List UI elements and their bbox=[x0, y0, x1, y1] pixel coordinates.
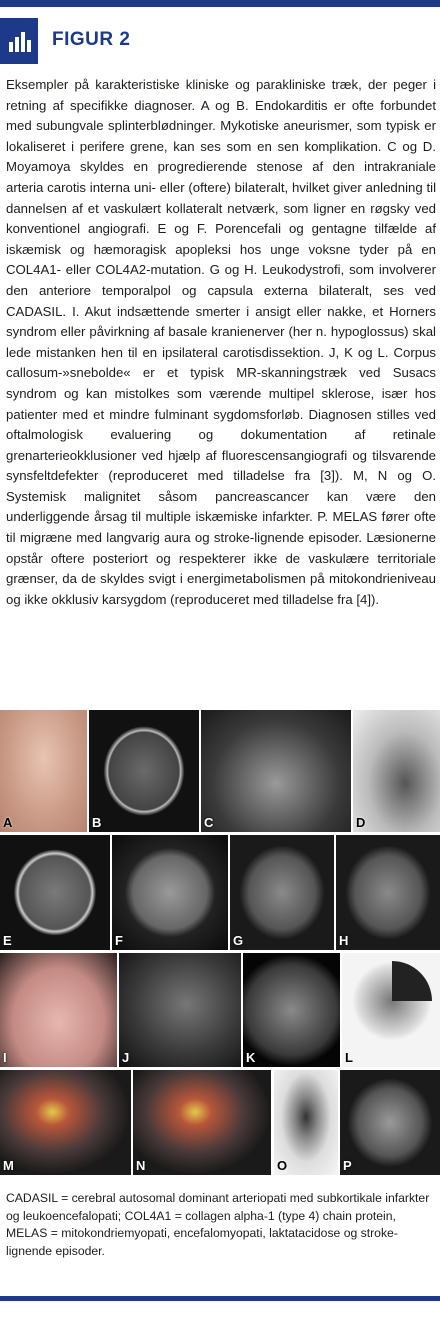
panel-label: M bbox=[3, 1158, 14, 1173]
figure-description: Eksempler på karakteristiske kliniske og parakliniske træk, der peger i retning af specifikke diagnoser. A og B. Endokarditis er ofte forbundet med subungvale splinterblødninger. Mykotiske aneurismer, som typisk er lokaliseret i perifere grene, kan ses som en sen komplikation. C og D. Moyamoya skyldes en progredierende stenose af den intrakraniale arteria carotis interna uni- eller (oftere) bilateralt, hvilket giver anledning til dannelsen af et vaskulært kollateralt netværk, som ligner en røgsky ved konventionel angiografi. E og F. Porencefali og gentagne tilfælde af iskæmisk og hæmoragisk apopleksi hos unge voksne tyder på en COL4A1- eller COL4A2-mutation. G og H. Leukodystrofi, som involverer den anteriore temporalpol og capsula externa bilateralt, ses ved CADASIL. I. Akut indsættende smerter i ansigt eller nakke, et Horners syndrom eller påvirkning af basale kranienerver (her n. hypoglossus) skal lede mistanken hen til en ipsilateral carotisdissektion. J, K og L. Corpus callosum-»snebolde« er et typisk MR-skanningstræk ved Susacs syndrom og kan mistolkes som værende multipel sklerose, især hos patienter med et mindre fulminant sygdomsforløb. Diagnosen stilles ved oftalmologisk evaluering og dokumentation af retinale grenarterieokklusioner ved hjælp af fluorescensangiografi og tilsvarende synsfeltdefekter (reproduceret med tilladelse fra [3]). M, N og O. Systemisk malignitet såsom pancreascancer kan være den underliggende årsag til multiple iskæmiske infarkter. P. MELAS fører ofte til migræne med langvarig aura og stroke-lignende episoder. Læsionerne opstår oftere posteriort og respekterer ikke de vaskulære territoriale grænser, da de skyldes svigt i energimetabolismen på mitokondrieniveau og ikke okklusiv karsygdom (reproduceret med tilladelse fra [4]). bbox=[6, 77, 436, 607]
panel-j-mri bbox=[119, 953, 241, 1067]
panel-label: C bbox=[204, 815, 214, 830]
panel-label: L bbox=[345, 1050, 353, 1065]
abbreviations-caption: CADASIL = cerebral autosomal dominant arteriopati med subkortikale infarkter og leukoencefalopati; COL4A1 = collagen alpha-1 (type 4) chain protein, MELAS = mitokondriemyopati, encefalomyopati, laktatacidose og stroke-lignende episoder. bbox=[6, 1191, 430, 1258]
panel-label: N bbox=[136, 1158, 146, 1173]
panel-a-fingernail bbox=[0, 710, 87, 832]
panel-p-mri bbox=[340, 1070, 440, 1175]
panel-label: O bbox=[277, 1158, 288, 1173]
panel-l-visual-field bbox=[342, 953, 440, 1067]
panel-b-ct bbox=[89, 710, 199, 832]
figure-title: FIGUR 2 bbox=[52, 29, 131, 50]
top-rule bbox=[0, 0, 440, 7]
panel-label: B bbox=[92, 815, 102, 830]
panel-label: A bbox=[3, 815, 13, 830]
panel-label: J bbox=[122, 1050, 130, 1065]
bar-chart-icon bbox=[0, 18, 38, 64]
panel-label: E bbox=[3, 933, 12, 948]
panel-i-tongue bbox=[0, 953, 117, 1067]
panel-c-angiography bbox=[201, 710, 351, 832]
panel-label: I bbox=[3, 1050, 7, 1065]
panel-n-pet-ct bbox=[133, 1070, 271, 1175]
panel-o-pet bbox=[274, 1070, 338, 1175]
panel-label: G bbox=[233, 933, 244, 948]
panel-label: K bbox=[246, 1050, 256, 1065]
panel-m-pet-ct bbox=[0, 1070, 131, 1175]
panel-label: F bbox=[115, 933, 123, 948]
panel-label: D bbox=[356, 815, 366, 830]
panel-k-fluorescein bbox=[243, 953, 340, 1067]
figure-header bbox=[0, 18, 440, 66]
panel-label: H bbox=[339, 933, 349, 948]
panel-label: P bbox=[343, 1158, 352, 1173]
panel-g-mri bbox=[230, 835, 334, 950]
panel-h-mri bbox=[336, 835, 440, 950]
panel-f-mri bbox=[112, 835, 228, 950]
bottom-rule bbox=[0, 1296, 440, 1301]
panel-e-ct bbox=[0, 835, 110, 950]
image-panel-grid bbox=[0, 710, 440, 1175]
panel-d-angiography bbox=[353, 710, 440, 832]
